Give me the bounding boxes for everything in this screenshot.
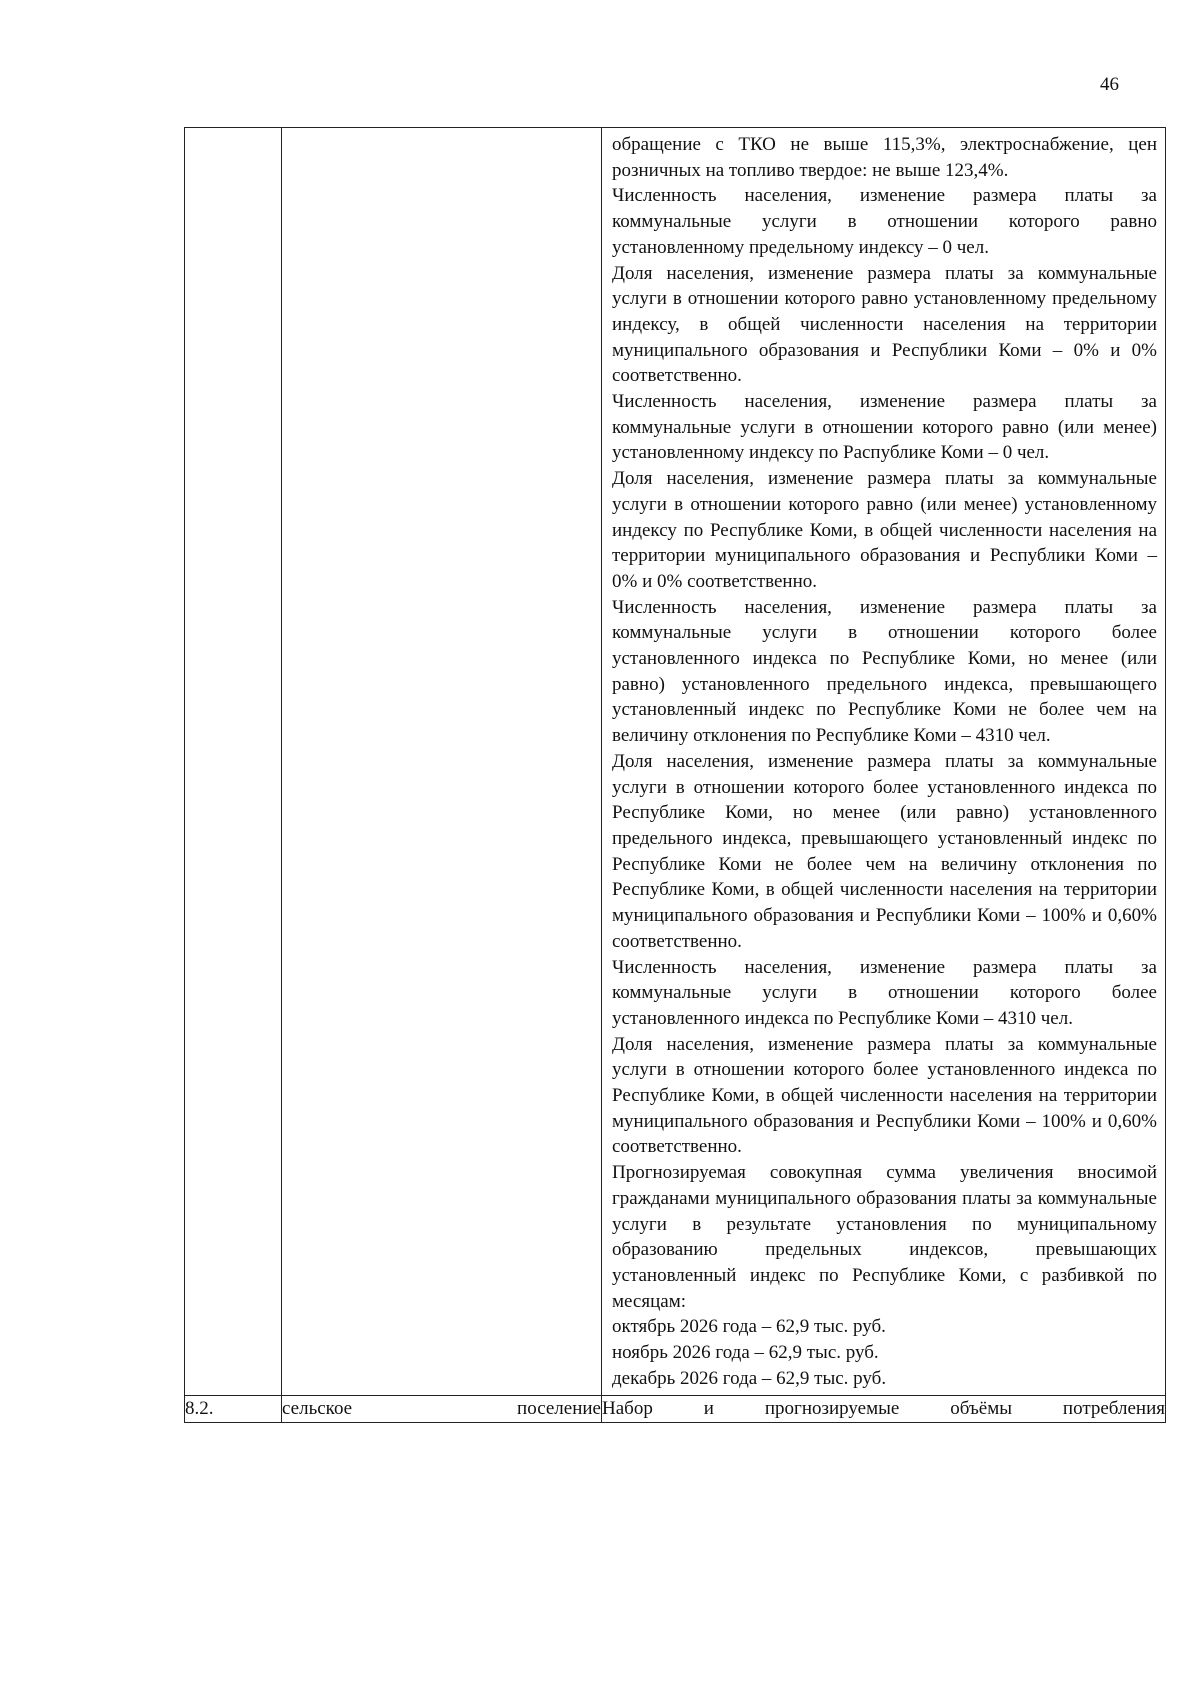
- paragraph: Численность населения, изменение размера платы за коммунальные услуги в отношении которого равно установленному предельному индексу – 0 чел.: [612, 185, 1157, 258]
- row-number: 8.2.: [185, 1396, 282, 1423]
- paragraph: обращение с ТКО не выше 115,3%, электроснабжение, цен розничных на топливо твердое: не выше 123,4%.: [612, 134, 1157, 181]
- document-table: [184, 127, 1166, 1423]
- cell-name-empty: [282, 128, 602, 1396]
- table-row-continued: [185, 128, 1166, 1396]
- page-number: 46: [1100, 74, 1119, 95]
- paragraph: Прогнозируемая совокупная сумма увеличения вносимой гражданами муниципального образования платы за коммунальные услуги в результате установления по муниципальному образованию предельных индексов, превышающих установленный индекс по Республике Коми, с разбивкой по месяцам:: [612, 1162, 1157, 1312]
- paragraph: Доля населения, изменение размера платы за коммунальные услуги в отношении которого равно (или менее) установленному индексу по Республике Коми, в общей численности населения на территории муниципального образования и Республики Коми – 0% и 0% соответственно.: [612, 468, 1157, 592]
- paragraph: Численность населения, изменение размера платы за коммунальные услуги в отношении которого более установленного индекса по Республике Коми – 4310 чел.: [612, 956, 1157, 1029]
- paragraph: Доля населения, изменение размера платы за коммунальные услуги в отношении которого более установленного индекса по Республике Коми, но менее (или равно) установленного предельного индекса, превышающего установленный индекс по Республике Коми не более чем на величину отклонения по Республике Коми, в общей численности населения на территории муниципального образования и Республики Коми – 100% и 0,60% соответственно.: [612, 750, 1157, 952]
- content-paragraphs: [602, 128, 1165, 1395]
- paragraph: Численность населения, изменение размера платы за коммунальные услуги в отношении которого более установленного индекса по Республике Коми, но менее (или равно) установленного предельного индекса, превышающего установленный индекс по Республике Коми не более чем на величину отклонения по Республике Коми – 4310 чел.: [612, 596, 1157, 747]
- row-name: сельское поселение: [282, 1396, 602, 1423]
- table-row-8-2: [185, 1396, 1166, 1423]
- paragraph-month: октябрь 2026 года – 62,9 тыс. руб.: [612, 1316, 886, 1338]
- paragraph: Доля населения, изменение размера платы за коммунальные услуги в отношении которого более установленного индекса по Республике Коми, в общей численности населения на территории муниципального образования и Республики Коми – 100% и 0,60% соответственно.: [612, 1033, 1157, 1158]
- paragraph: Численность населения, изменение размера платы за коммунальные услуги в отношении которого равно (или менее) установленному индексу по Распублике Коми – 0 чел.: [612, 391, 1157, 464]
- paragraph-month: ноябрь 2026 года – 62,9 тыс. руб.: [612, 1342, 879, 1364]
- paragraph-month: декабрь 2026 года – 62,9 тыс. руб.: [612, 1367, 887, 1389]
- cell-content: [602, 128, 1166, 1396]
- cell-number-empty: [185, 128, 282, 1396]
- row-content: Набор и прогнозируемые объёмы потребления: [602, 1396, 1166, 1423]
- paragraph: Доля населения, изменение размера платы за коммунальные услуги в отношении которого равно установленному предельному индексу, в общей численности населения на территории муниципального образования и Республики Коми – 0% и 0% соответственно.: [612, 262, 1157, 387]
